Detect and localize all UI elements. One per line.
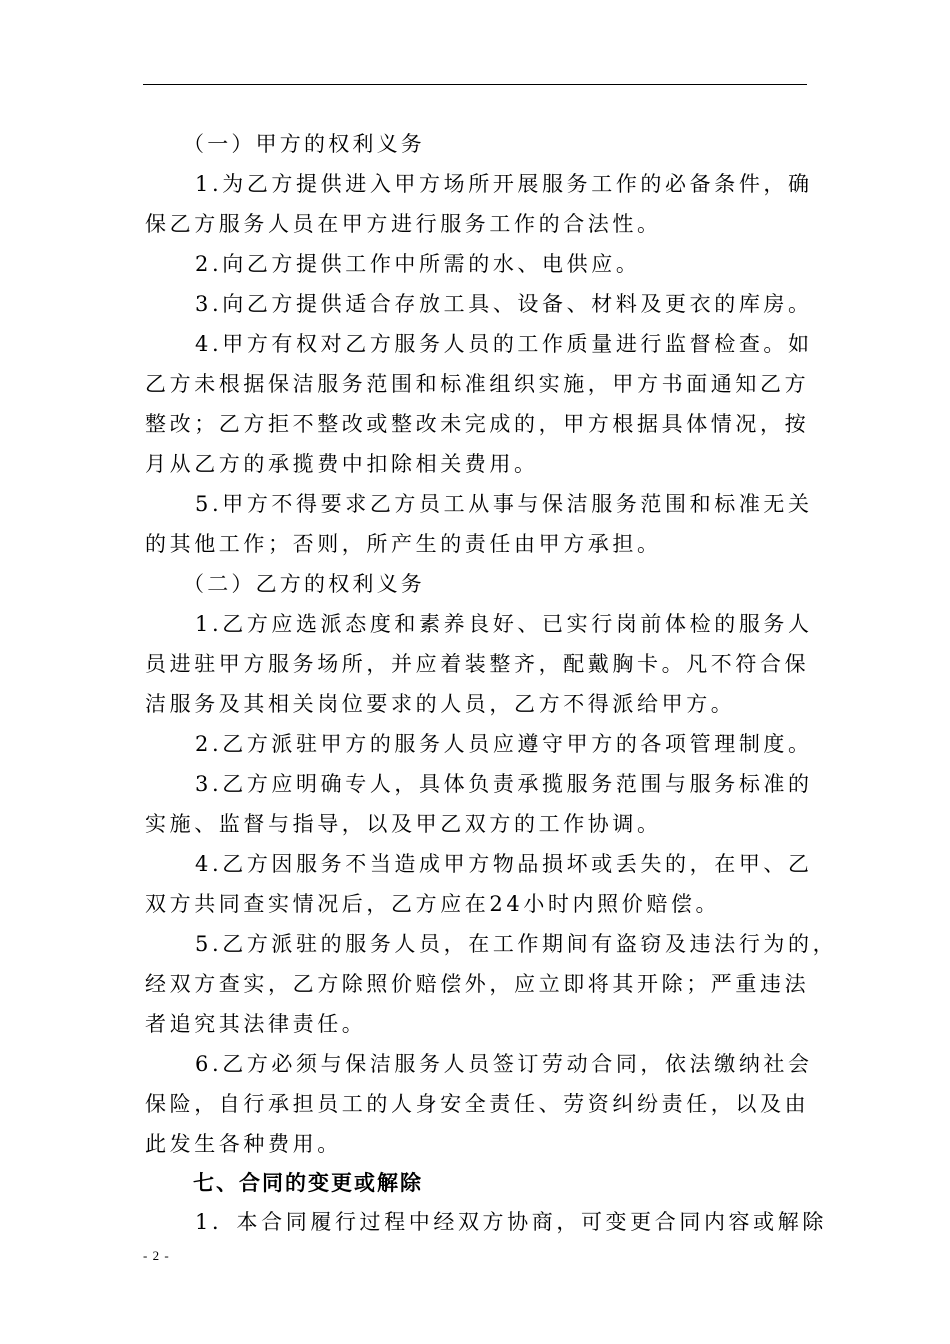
section-a-title: （一）甲方的权利义务 bbox=[183, 132, 425, 156]
page-number: - 2 - bbox=[143, 1248, 170, 1263]
header-rule bbox=[143, 84, 807, 85]
clause-a4-line4: 月从乙方的承揽费中扣除相关费用。 bbox=[145, 452, 539, 476]
clause-b6-line3: 此发生各种费用。 bbox=[145, 1132, 342, 1156]
clause-b5-line2: 经双方查实，乙方除照价赔偿外，应立即将其开除；严重违法 bbox=[145, 972, 810, 996]
clause-b1-line3: 洁服务及其相关岗位要求的人员，乙方不得派给甲方。 bbox=[145, 692, 736, 716]
clause-a4-line2: 乙方未根据保洁服务范围和标准组织实施，甲方书面通知乙方 bbox=[145, 372, 810, 396]
clause-a2-line1: 2.向乙方提供工作中所需的水、电供应。 bbox=[195, 252, 641, 276]
clause-b5-line1: 5.乙方派驻的服务人员，在工作期间有盗窃及违法行为的， bbox=[195, 932, 838, 956]
clause-b3-line1: 3.乙方应明确专人，具体负责承揽服务范围与服务标准的 bbox=[195, 772, 813, 796]
clause-a5-line1: 5.甲方不得要求乙方员工从事与保洁服务范围和标准无关 bbox=[195, 492, 813, 516]
clause-b1-line1: 1.乙方应选派态度和素养良好、已实行岗前体检的服务人 bbox=[195, 612, 813, 636]
clause-b4-line2: 双方共同查实情况后，乙方应在24小时内照价赔偿。 bbox=[145, 892, 721, 916]
clause-b6-line2: 保险，自行承担员工的人身安全责任、劳资纠纷责任，以及由 bbox=[145, 1092, 810, 1116]
clause-a5-line2: 的其他工作；否则，所产生的责任由甲方承担。 bbox=[145, 532, 662, 556]
clause-b1-line2: 员进驻甲方服务场所，并应着装整齐，配戴胸卡。凡不符合保 bbox=[145, 652, 810, 676]
clause-b3-line2: 实施、监督与指导，以及甲乙双方的工作协调。 bbox=[145, 812, 662, 836]
clause-b5-line3: 者追究其法律责任。 bbox=[145, 1012, 367, 1036]
clause-7-1-line1: 1．本合同履行过程中经双方协商，可变更合同内容或解除 bbox=[195, 1210, 827, 1234]
section-7-heading: 七、合同的变更或解除 bbox=[193, 1171, 423, 1195]
clause-a1-line2: 保乙方服务人员在甲方进行服务工作的合法性。 bbox=[145, 212, 662, 236]
clause-a1-line1: 1.为乙方提供进入甲方场所开展服务工作的必备条件，确 bbox=[195, 172, 813, 196]
clause-a4-line1: 4.甲方有权对乙方服务人员的工作质量进行监督检查。如 bbox=[195, 332, 813, 356]
clause-b6-line1: 6.乙方必须与保洁服务人员签订劳动合同，依法缴纳社会 bbox=[195, 1052, 813, 1076]
clause-b2-line1: 2.乙方派驻甲方的服务人员应遵守甲方的各项管理制度。 bbox=[195, 732, 813, 756]
document-body bbox=[145, 124, 838, 1242]
section-b-title: （二）乙方的权利义务 bbox=[183, 572, 425, 596]
clause-b4-line1: 4.乙方因服务不当造成甲方物品损坏或丢失的，在甲、乙 bbox=[195, 852, 813, 876]
clause-a3-line1: 3.向乙方提供适合存放工具、设备、材料及更衣的库房。 bbox=[195, 292, 813, 316]
clause-a4-line3: 整改；乙方拒不整改或整改未完成的，甲方根据具体情况，按 bbox=[145, 412, 810, 436]
